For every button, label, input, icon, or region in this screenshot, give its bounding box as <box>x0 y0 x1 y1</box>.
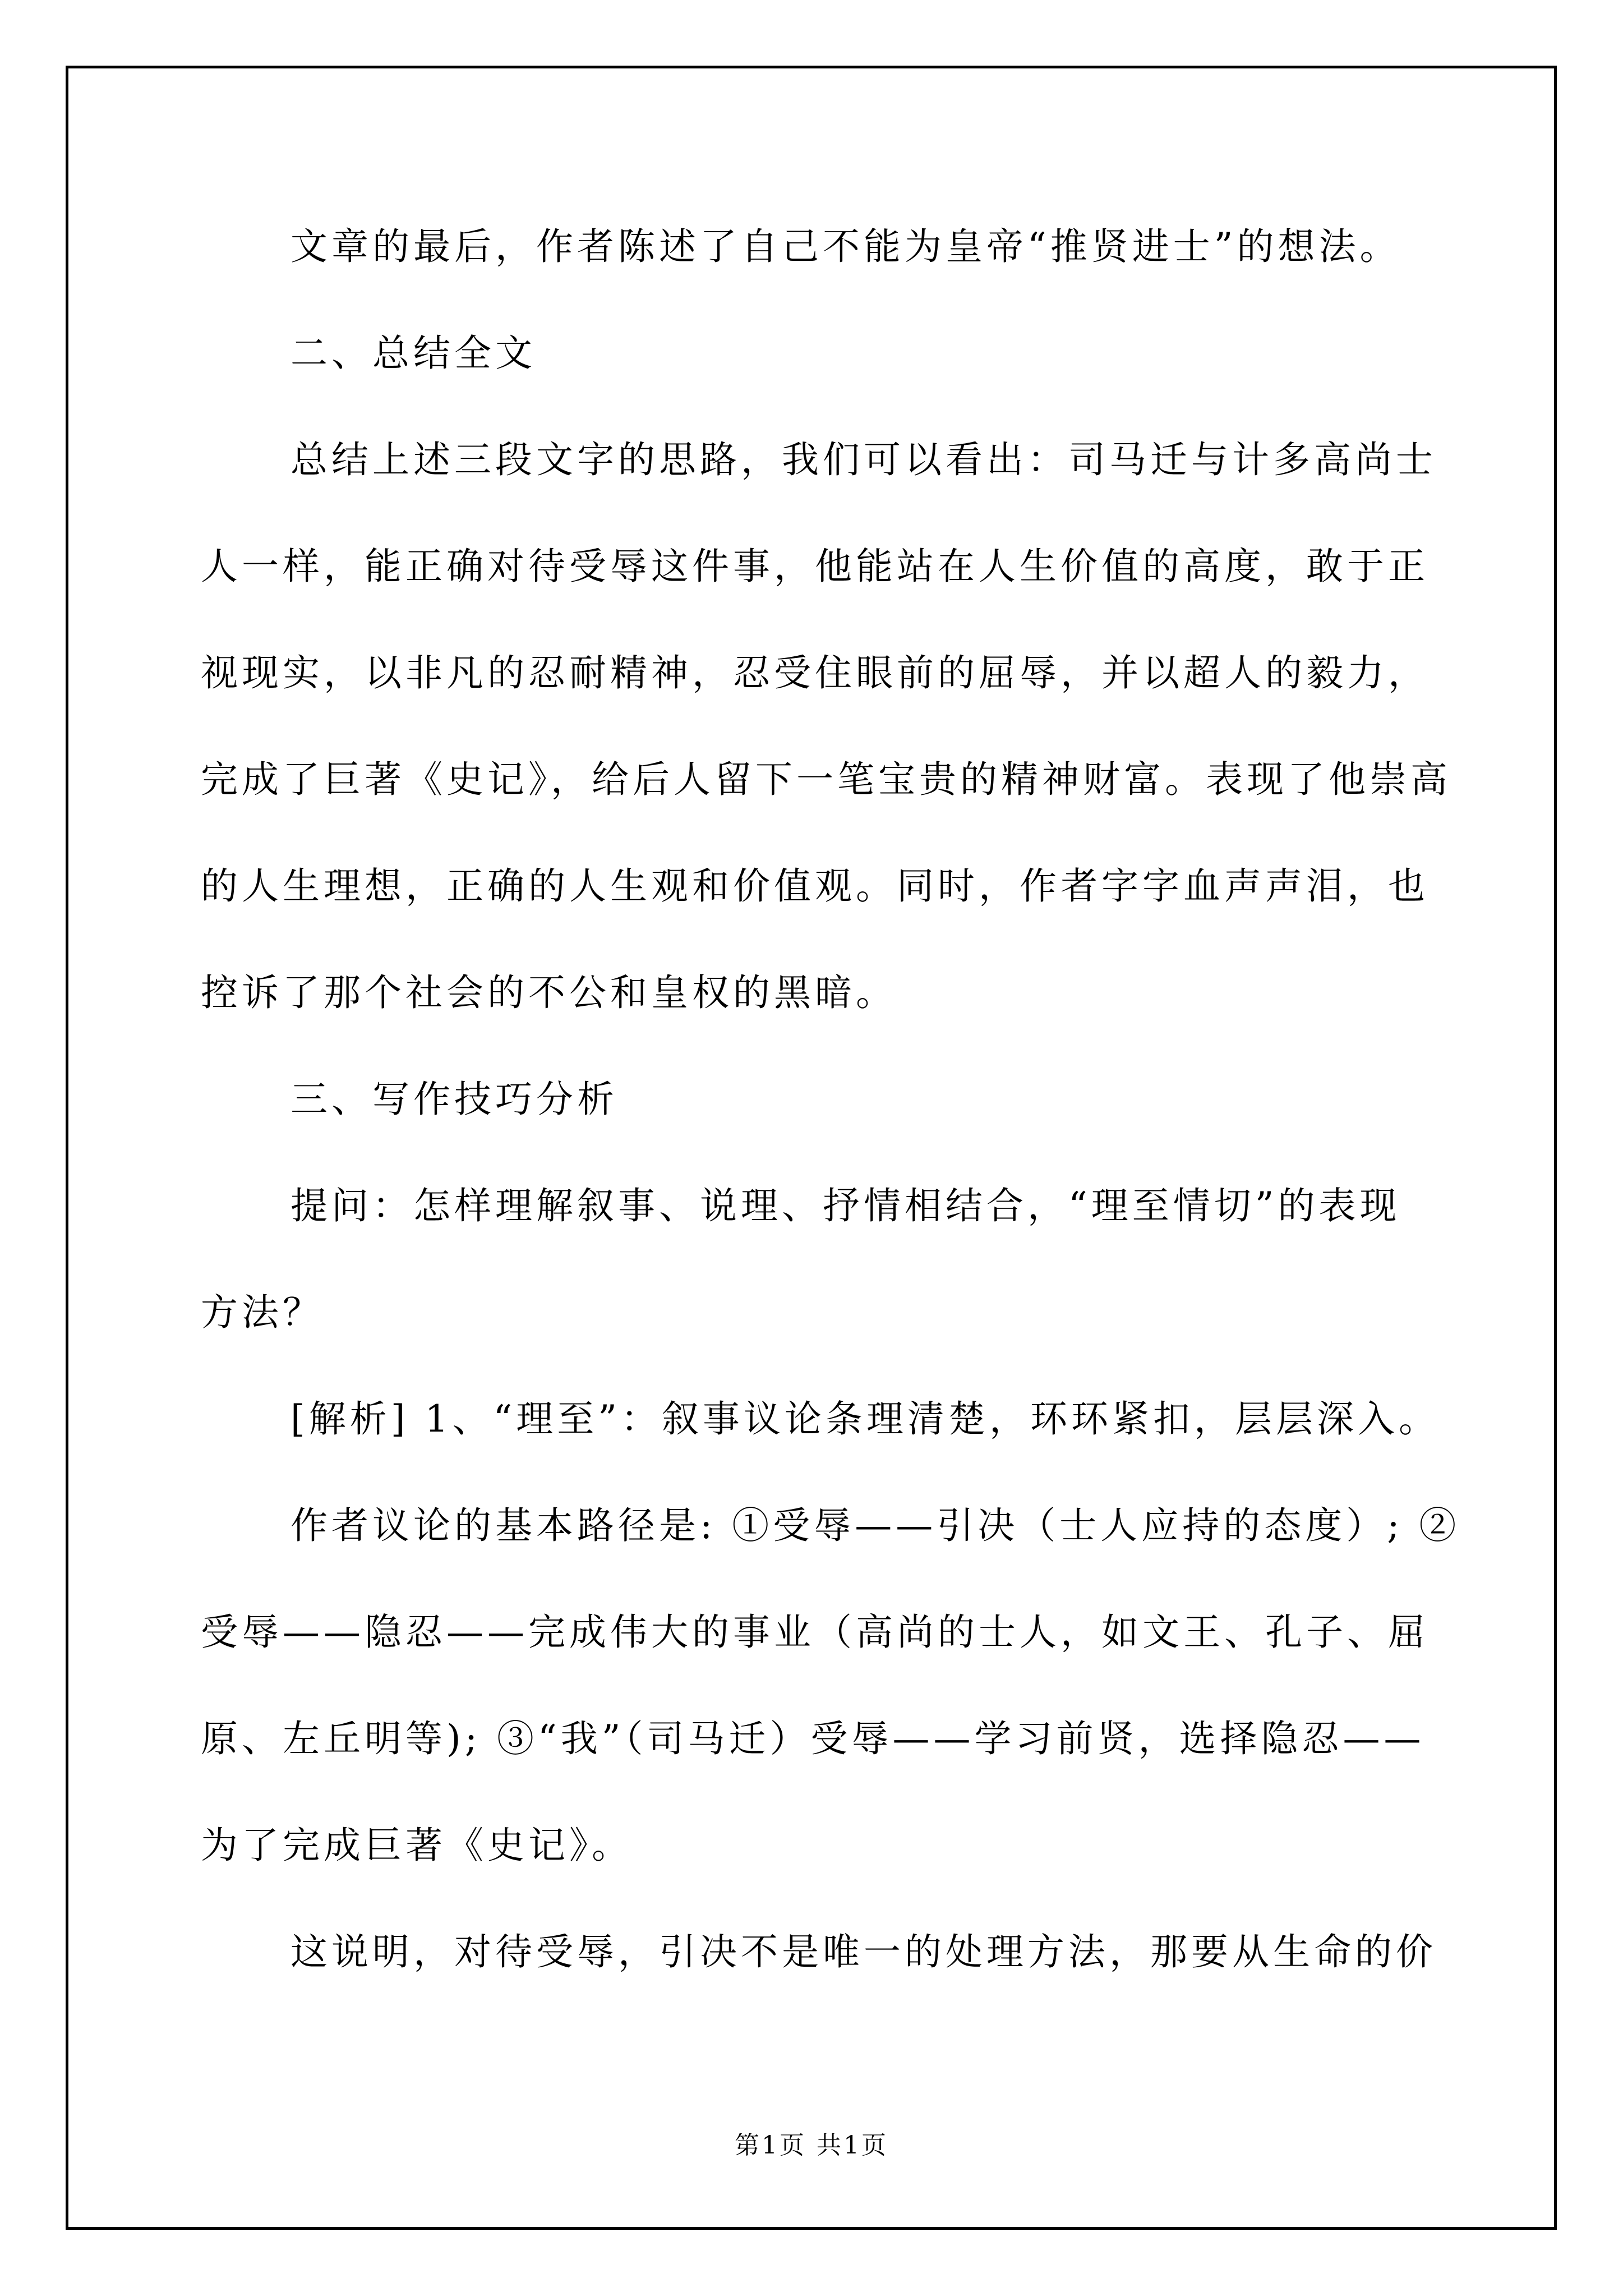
text-line: 为了完成巨著《史记》。 <box>201 1824 633 1867</box>
text-line: 方法？ <box>201 1291 324 1334</box>
text-line: 控诉了那个社会的不公和皇权的黑暗。 <box>201 971 897 1014</box>
text-line: 总结上述三段文字的思路，我们可以看出：司马迁与计多高尚士 <box>291 438 1437 481</box>
text-line: 完成了巨著《史记》，给后人留下一笔宝贵的精神财富。表现了他崇高 <box>201 758 1451 801</box>
text-line: 文章的最后，作者陈述了自己不能为皇帝“推贤进士”的想法。 <box>291 225 1401 268</box>
text-line: 原、左丘明等); ③“我”（司马迁）受辱——学习前贤，选择隐忍—— <box>201 1717 1425 1760</box>
text-line: 受辱——隐忍——完成伟大的事业（高尚的士人，如文王、孔子、屈 <box>201 1611 1429 1654</box>
section-heading: 二、总结全文 <box>291 332 536 375</box>
text-line: [解析] 1、“理至”：叙事议论条理清楚，环环紧扣，层层深入。 <box>291 1397 1440 1441</box>
section-heading: 三、写作技巧分析 <box>291 1078 618 1121</box>
text-line: 这说明，对待受辱，引决不是唯一的处理方法，那要从生命的价 <box>291 1930 1437 1973</box>
page-footer: 第1页 共1页 <box>735 2131 888 2160</box>
text-line: 视现实，以非凡的忍耐精神，忍受住眼前的屈辱，并以超人的毅力， <box>201 651 1429 694</box>
text-line: 提问：怎样理解叙事、说理、抒情相结合，“理至情切”的表现 <box>291 1184 1401 1227</box>
text-line: 作者议论的基本路径是: ①受辱——引决（士人应持的态度）; ② <box>291 1504 1460 1547</box>
document-body <box>201 194 1460 2005</box>
text-line: 的人生理想，正确的人生观和价值观。同时，作者字字血声声泪，也 <box>201 864 1429 908</box>
text-line: 人一样，能正确对待受辱这件事，他能站在人生价值的高度，敢于正 <box>201 545 1429 588</box>
